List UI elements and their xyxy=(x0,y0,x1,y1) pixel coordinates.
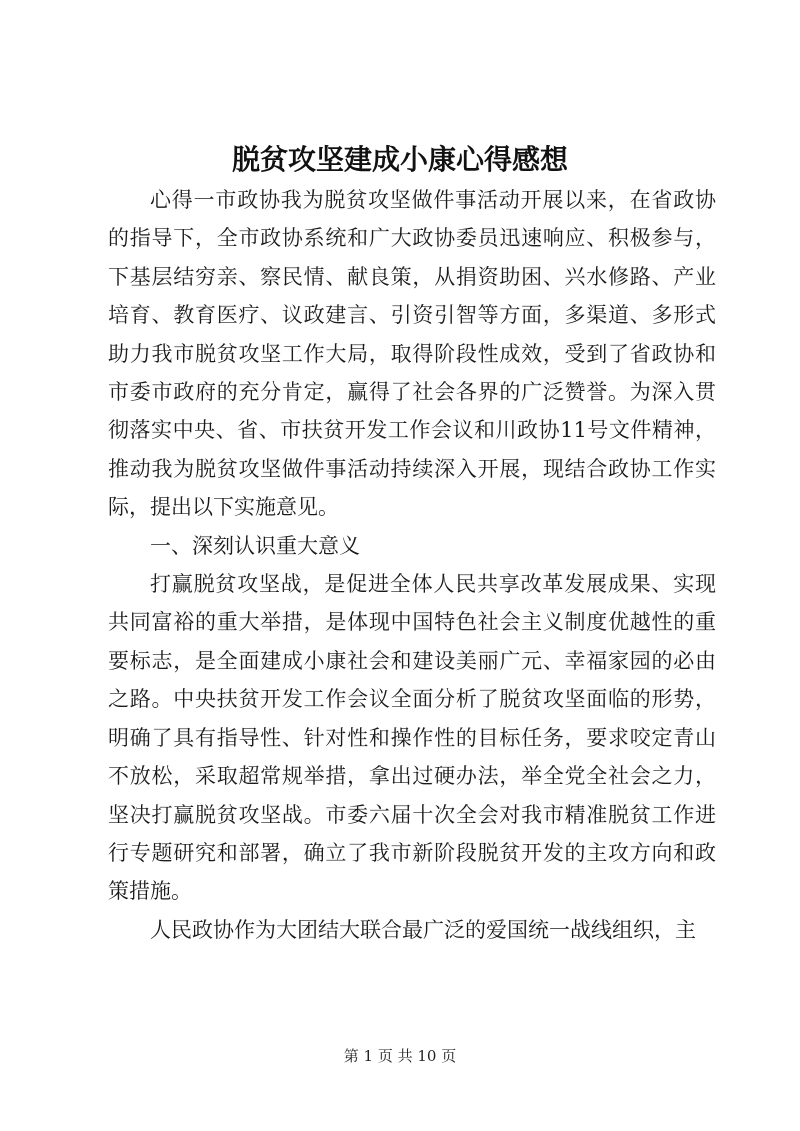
section-heading-1: 一、深刻认识重大意义 xyxy=(150,533,360,558)
page-number-footer: 第 1 页 共 10 页 xyxy=(343,1047,457,1065)
document-body xyxy=(108,181,716,949)
paragraph-cppcc: 人民政协作为大团结大联合最广泛的爱国统一战线组织，主 xyxy=(150,917,696,942)
paragraph-intro: 心得一市政协我为脱贫攻坚做件事活动开展以来，在省政协的指导下，全市政协系统和广大政协委员迅速响应、积极参与，下基层结穷亲、察民情、献良策，从捐资助困、兴水修路、产业培育、教育医疗、议政建言、引资引智等方面，多渠道、多形式助力我市脱贫攻坚工作大局，取得阶段性成效，受到了省政协和市委市政府的充分肯定，赢得了社会各界的广泛赞誉。为深入贯彻落实中央、省、市扶贫开发工作会议和川政协11号文件精神，推动我为脱贫攻坚做件事活动持续深入开展，现结合政协工作实际，提出以下实施意见。 xyxy=(108,188,716,520)
document-title: 脱贫攻坚建成小康心得感想 xyxy=(231,143,568,176)
paragraph-significance: 打赢脱贫攻坚战，是促进全体人民共享改革发展成果、实现共同富裕的重大举措，是体现中国特色社会主义制度优越性的重要标志，是全面建成小康社会和建设美丽广元、幸福家园的必由之路。中央扶贫开发工作会议全面分析了脱贫攻坚面临的形势，明确了具有指导性、针对性和操作性的目标任务，要求咬定青山不放松，采取超常规举措，拿出过硬办法，举全党全社会之力，坚决打赢脱贫攻坚战。市委六届十次全会对我市精准脱贫工作进行专题研究和部署，确立了我市新阶段脱贫开发的主攻方向和政策措施。 xyxy=(108,572,716,904)
